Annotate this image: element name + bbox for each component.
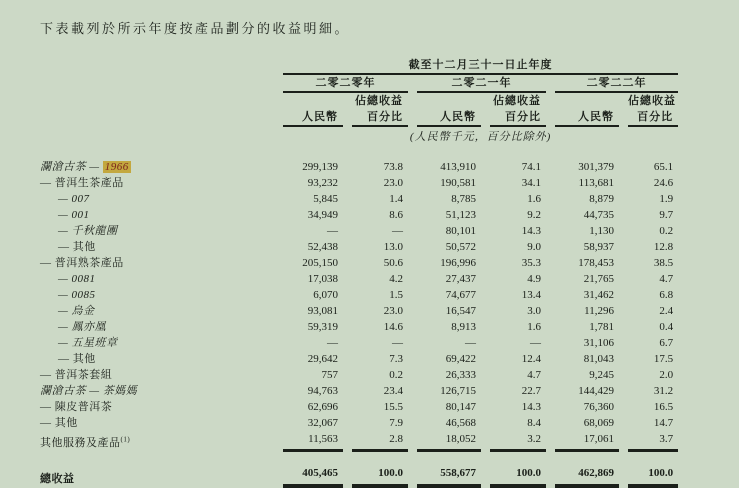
total-value-text: 100.0 [490, 465, 546, 486]
column-gap [619, 287, 628, 303]
column-gap [481, 239, 490, 255]
value-cell: 7.9 [389, 417, 403, 429]
value-cell: — [392, 337, 403, 349]
value-cell: 299,139 [302, 161, 338, 173]
column-gap [546, 351, 555, 367]
column-gap [481, 223, 490, 239]
column-gap [619, 271, 628, 287]
value-cell [352, 431, 408, 451]
column-gap [546, 431, 555, 451]
column-gap [546, 335, 555, 351]
column-gap [481, 335, 490, 351]
column-gap [408, 239, 417, 255]
spacer-row [40, 451, 678, 465]
value-cell: 113,681 [578, 177, 614, 189]
value-text: 18,052 [417, 431, 481, 450]
table-row [40, 431, 678, 451]
value-cell: 93,081 [307, 305, 338, 317]
row-label: — 其他 [58, 241, 96, 253]
value-cell: 74.1 [521, 161, 541, 173]
value-cell: 1.6 [527, 193, 541, 205]
column-gap [546, 271, 555, 287]
period-header-row [40, 57, 678, 74]
value-cell: 11,296 [584, 305, 614, 317]
column-gap [619, 175, 628, 191]
column-gap [408, 207, 417, 223]
value-cell: 50,572 [445, 241, 476, 253]
value-cell: 14.7 [653, 417, 674, 429]
table-row [40, 271, 678, 287]
row-label: — 五星班章 [58, 337, 118, 349]
value-cell: — [530, 337, 541, 349]
value-cell: 196,996 [440, 257, 476, 269]
total-value-cell [283, 465, 343, 487]
value-cell [628, 431, 678, 451]
table-row [40, 159, 678, 175]
value-cell: 205,150 [302, 257, 338, 269]
column-gap [343, 319, 352, 335]
total-value-text: 462,869 [555, 465, 619, 486]
column-gap [546, 191, 555, 207]
column-gap [619, 399, 628, 415]
value-cell: 22.7 [521, 385, 541, 397]
value-cell: 35.3 [521, 257, 541, 269]
value-cell: 14.6 [383, 321, 403, 333]
column-gap [343, 465, 352, 487]
value-text: 17,061 [555, 431, 619, 450]
column-gap [343, 271, 352, 287]
value-cell: 126,715 [440, 385, 476, 397]
footnote-marker: (1) [120, 435, 131, 444]
value-cell: 38.5 [653, 257, 674, 269]
table-row [40, 207, 678, 223]
value-cell: 34,949 [307, 209, 338, 221]
spacer-cell [40, 451, 283, 465]
value-cell: 8.4 [527, 417, 541, 429]
value-cell: 9.7 [659, 209, 674, 221]
column-gap [619, 159, 628, 175]
value-cell: 65.1 [653, 161, 674, 173]
column-gap [619, 335, 628, 351]
column-gap [546, 399, 555, 415]
column-gap [481, 207, 490, 223]
column-gap [408, 191, 417, 207]
column-gap [546, 303, 555, 319]
value-cell: 4.9 [527, 273, 541, 285]
value-cell [490, 431, 546, 451]
row-label-text: 瀾滄古茶 — [40, 161, 103, 173]
value-cell: 44,735 [583, 209, 614, 221]
value-cell: 413,910 [440, 161, 476, 173]
rmb-column-header: 人民幣 [555, 109, 619, 126]
year-2021-header: 二零二一年 [417, 74, 546, 92]
value-cell: — [392, 225, 403, 237]
value-cell: 7.3 [389, 353, 403, 365]
value-cell: 24.6 [653, 177, 674, 189]
value-text: 3.7 [628, 431, 678, 450]
value-cell: 8.6 [389, 209, 403, 221]
column-gap [408, 465, 417, 487]
column-gap [619, 383, 628, 399]
column-gap [343, 159, 352, 175]
value-cell: 21,765 [583, 273, 614, 285]
column-gap [481, 303, 490, 319]
value-cell: 17,038 [307, 273, 338, 285]
pct-of-revenue-label: 佔總收益 [493, 95, 541, 107]
highlighted-label: 1966 [104, 161, 129, 173]
total-value-cell [490, 465, 546, 487]
value-cell: 23.4 [383, 385, 403, 397]
column-gap [619, 465, 628, 487]
column-gap [343, 223, 352, 239]
column-gap [343, 335, 352, 351]
column-header-row [40, 109, 678, 126]
units-note-row [40, 126, 678, 159]
column-gap [481, 415, 490, 431]
value-cell: 94,763 [307, 385, 338, 397]
row-label [40, 159, 283, 175]
column-gap [408, 223, 417, 239]
total-value-text: 405,465 [283, 465, 343, 486]
value-cell: 26,333 [445, 369, 476, 381]
column-gap [481, 431, 490, 451]
value-cell: 27,437 [445, 273, 476, 285]
value-cell: 0.4 [659, 321, 674, 333]
value-cell: 190,581 [440, 177, 476, 189]
pct-of-revenue-label: 佔總收益 [628, 95, 676, 107]
row-label: — 烏金 [58, 305, 95, 317]
value-cell: 4.7 [659, 273, 674, 285]
value-cell: 34.1 [521, 177, 541, 189]
column-gap [408, 319, 417, 335]
column-gap [546, 175, 555, 191]
value-cell: — [465, 337, 476, 349]
table-row [40, 239, 678, 255]
column-gap [408, 303, 417, 319]
column-gap [546, 223, 555, 239]
value-cell: 1,781 [589, 321, 614, 333]
row-label: — 鳳亦凰 [58, 321, 107, 333]
revenue-breakdown-table [40, 57, 678, 488]
value-text: 11,563 [283, 431, 343, 450]
value-cell: 59,319 [307, 321, 338, 333]
column-gap [546, 159, 555, 175]
table-row [40, 287, 678, 303]
column-gap [408, 255, 417, 271]
total-value-text: 558,677 [417, 465, 481, 486]
value-text: 2.8 [352, 431, 408, 450]
table-row [40, 255, 678, 271]
table-row [40, 415, 678, 431]
column-gap [481, 255, 490, 271]
column-gap [343, 351, 352, 367]
column-gap [619, 255, 628, 271]
column-gap [546, 319, 555, 335]
value-cell: 757 [321, 369, 338, 381]
column-gap [343, 175, 352, 191]
row-label: — 其他 [58, 353, 96, 365]
value-cell: 8,785 [451, 193, 476, 205]
pct-column-header: 百分比 [490, 109, 546, 126]
column-gap [481, 175, 490, 191]
table-row [40, 303, 678, 319]
value-cell: 31.2 [653, 385, 674, 397]
column-gap [408, 287, 417, 303]
value-cell: 74,677 [445, 289, 476, 301]
row-label: — 普洱茶套組 [40, 369, 113, 381]
value-cell: 8,879 [589, 193, 614, 205]
value-cell: 14.3 [521, 401, 541, 413]
year-2020-header: 二零二零年 [283, 74, 408, 92]
value-cell: 17.5 [653, 353, 674, 365]
column-gap [546, 255, 555, 271]
total-value-cell [628, 465, 678, 487]
column-gap [408, 367, 417, 383]
value-cell: — [327, 225, 338, 237]
row-label: 瀾滄古茶 — 茶媽媽 [40, 385, 138, 397]
column-gap [546, 367, 555, 383]
total-value-cell [417, 465, 481, 487]
column-gap [408, 335, 417, 351]
table-row [40, 223, 678, 239]
value-cell: 13.0 [383, 241, 403, 253]
column-gap [619, 431, 628, 451]
value-cell: 5,845 [313, 193, 338, 205]
value-cell: 80,101 [445, 225, 476, 237]
units-note: (人民幣千元，百分比除外) [409, 131, 552, 143]
row-label: — 0085 [58, 289, 96, 301]
column-gap [408, 383, 417, 399]
row-label: 其他服務及產品$^{(1)}$ [40, 435, 131, 449]
pct-column-header: 百分比 [352, 109, 408, 126]
total-value-text: 100.0 [628, 465, 678, 486]
value-cell: 32,067 [307, 417, 338, 429]
column-gap [343, 367, 352, 383]
total-value-text: 100.0 [352, 465, 408, 486]
column-gap [619, 303, 628, 319]
column-gap [481, 399, 490, 415]
value-cell: 1.4 [389, 193, 403, 205]
value-cell: 23.0 [383, 305, 403, 317]
value-cell [555, 431, 619, 451]
value-cell: 9.2 [527, 209, 541, 221]
value-cell [283, 431, 343, 451]
value-cell: 12.8 [653, 241, 674, 253]
value-cell: 2.0 [659, 369, 674, 381]
column-gap [546, 207, 555, 223]
row-label: — 陳皮普洱茶 [40, 401, 113, 413]
column-gap [481, 351, 490, 367]
value-cell: 68,069 [583, 417, 614, 429]
column-gap [408, 271, 417, 287]
table-row [40, 335, 678, 351]
column-gap [619, 223, 628, 239]
value-cell: 6,070 [313, 289, 338, 301]
value-cell: 62,696 [307, 401, 338, 413]
value-cell: 46,568 [445, 417, 476, 429]
row-label: — 普洱生茶產品 [40, 177, 124, 189]
column-gap [481, 367, 490, 383]
group-gap [546, 74, 555, 92]
value-cell: 69,422 [445, 353, 476, 365]
column-gap [619, 415, 628, 431]
table-row [40, 383, 678, 399]
value-cell: 73.8 [383, 161, 403, 173]
table-row [40, 175, 678, 191]
value-cell: 178,453 [578, 257, 614, 269]
label-col-spacer [40, 57, 283, 74]
value-cell: 0.2 [389, 369, 403, 381]
column-gap [619, 239, 628, 255]
value-cell: 9,245 [589, 369, 614, 381]
value-cell [417, 431, 481, 451]
column-gap [343, 383, 352, 399]
column-gap [343, 303, 352, 319]
column-gap [546, 383, 555, 399]
value-cell: 1,130 [589, 225, 614, 237]
table-row [40, 367, 678, 383]
value-cell: 50.6 [383, 257, 403, 269]
value-cell: 8,913 [451, 321, 476, 333]
value-cell: 9.0 [527, 241, 541, 253]
row-label: — 普洱熟茶產品 [40, 257, 124, 269]
value-cell: 16,547 [445, 305, 476, 317]
column-gap [343, 239, 352, 255]
period-header: 截至十二月三十一日止年度 [283, 57, 678, 74]
row-label: — 0081 [58, 273, 96, 285]
column-gap [546, 465, 555, 487]
page-title: 下表載列於所示年度按產品劃分的收益明細。 [40, 21, 351, 36]
column-gap [481, 159, 490, 175]
value-cell: 15.5 [383, 401, 403, 413]
column-gap [343, 399, 352, 415]
column-gap [343, 255, 352, 271]
column-gap [408, 415, 417, 431]
column-gap [481, 319, 490, 335]
row-label: — 001 [58, 209, 90, 221]
value-cell: 144,429 [578, 385, 614, 397]
total-value-cell [352, 465, 408, 487]
pct-column-header: 百分比 [628, 109, 678, 126]
total-value-cell [555, 465, 619, 487]
column-gap [408, 159, 417, 175]
value-cell: 1.9 [659, 193, 674, 205]
column-gap [619, 367, 628, 383]
column-gap [408, 175, 417, 191]
column-gap [343, 415, 352, 431]
column-gap [481, 465, 490, 487]
value-cell: 16.5 [653, 401, 674, 413]
value-cell: 6.7 [659, 337, 674, 349]
column-gap [408, 399, 417, 415]
column-gap [619, 207, 628, 223]
value-cell: 0.2 [659, 225, 674, 237]
column-gap [343, 287, 352, 303]
table-row [40, 351, 678, 367]
total-row [40, 465, 678, 487]
column-gap [408, 351, 417, 367]
value-cell: 31,462 [583, 289, 614, 301]
value-cell: 58,937 [583, 241, 614, 253]
row-label: — 千秋龍團 [58, 225, 118, 237]
column-gap [343, 207, 352, 223]
column-gap [546, 287, 555, 303]
row-label: — 007 [58, 193, 90, 205]
table-row [40, 399, 678, 415]
value-cell: 1.5 [389, 289, 403, 301]
column-gap [481, 287, 490, 303]
rmb-column-header: 人民幣 [283, 109, 343, 126]
rmb-column-header: 人民幣 [417, 109, 481, 126]
value-cell: 12.4 [521, 353, 541, 365]
value-cell: 29,642 [307, 353, 338, 365]
value-cell: 1.6 [527, 321, 541, 333]
column-gap [619, 191, 628, 207]
value-cell: 13.4 [521, 289, 541, 301]
column-gap [343, 431, 352, 451]
column-gap [408, 431, 417, 451]
table-row [40, 191, 678, 207]
value-cell: 80,147 [445, 401, 476, 413]
column-gap [546, 239, 555, 255]
column-gap [343, 191, 352, 207]
total-label: 總收益 [40, 473, 75, 485]
value-cell: 93,232 [307, 177, 338, 189]
year-header-row [40, 74, 678, 92]
value-cell: 3.0 [527, 305, 541, 317]
column-gap [481, 191, 490, 207]
value-cell: 6.8 [659, 289, 674, 301]
group-gap [408, 74, 417, 92]
value-cell: 4.2 [389, 273, 403, 285]
value-cell: 76,360 [583, 401, 614, 413]
column-gap [481, 383, 490, 399]
pct-of-revenue-row [40, 92, 678, 109]
value-cell: 51,123 [445, 209, 476, 221]
column-gap [619, 351, 628, 367]
column-gap [619, 319, 628, 335]
value-text: 3.2 [490, 431, 546, 450]
value-cell: 52,438 [307, 241, 338, 253]
value-cell: — [327, 337, 338, 349]
value-cell: 301,379 [578, 161, 614, 173]
table-row [40, 319, 678, 335]
row-label: — 其他 [40, 417, 78, 429]
value-cell: 14.3 [521, 225, 541, 237]
year-2022-header: 二零二二年 [555, 74, 678, 92]
value-cell: 81,043 [583, 353, 614, 365]
value-cell: 31,106 [583, 337, 614, 349]
column-gap [546, 415, 555, 431]
pct-of-revenue-label: 佔總收益 [355, 95, 403, 107]
column-gap [481, 271, 490, 287]
value-cell: 23.0 [383, 177, 403, 189]
value-cell: 4.7 [527, 369, 541, 381]
value-cell: 2.4 [659, 305, 674, 317]
